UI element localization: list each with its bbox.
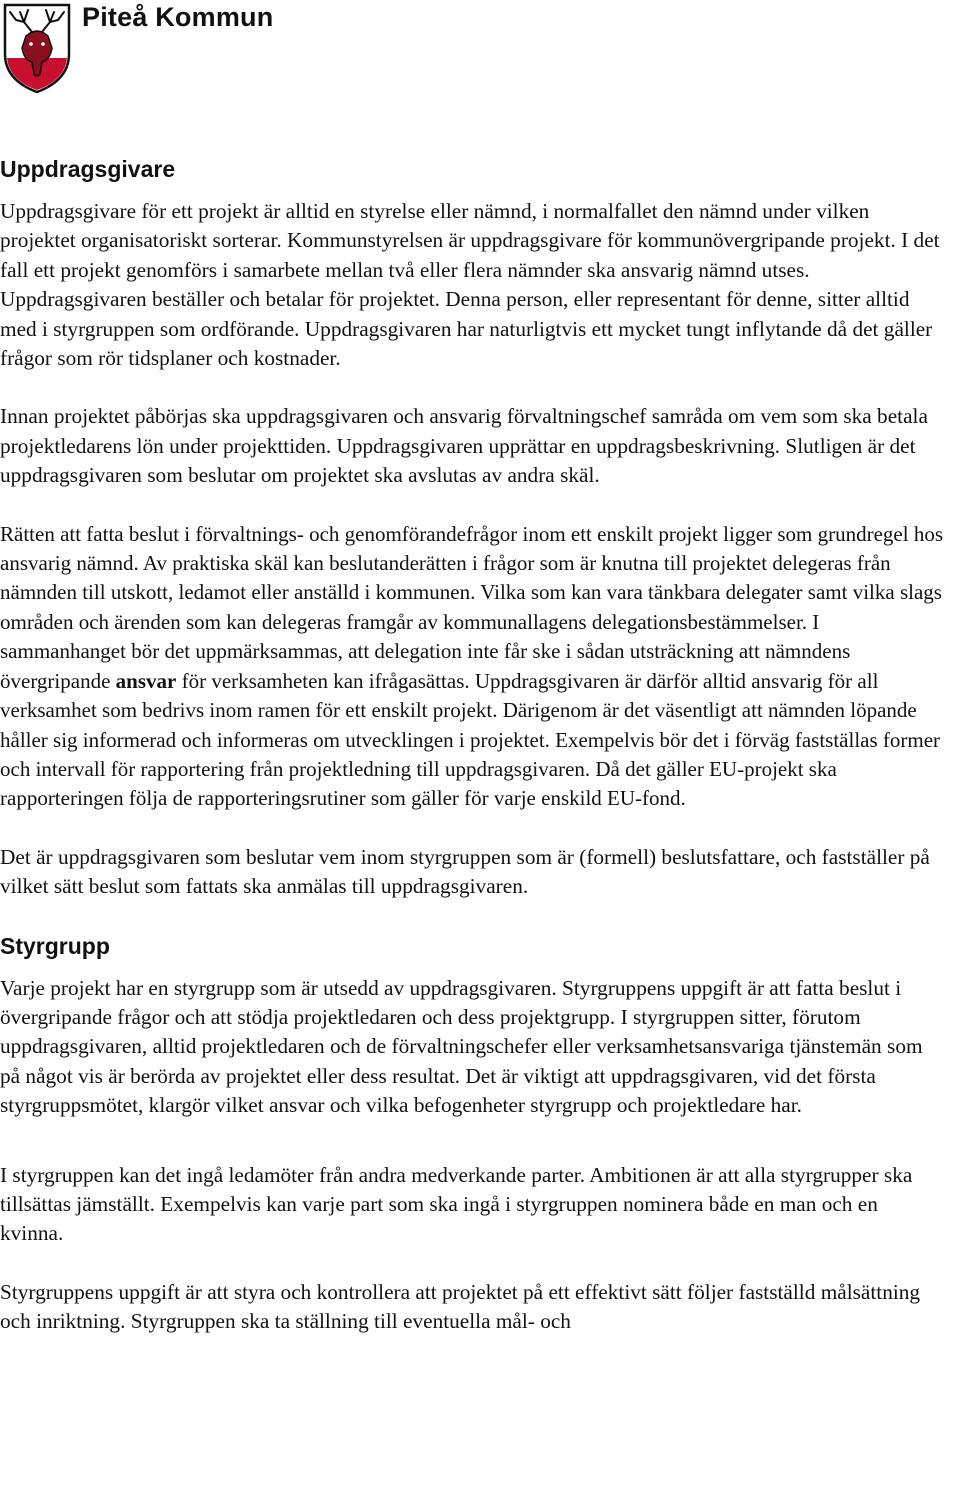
paragraph: Det är uppdragsgivaren som beslutar vem inom styrgruppen som är (formell) beslutsfattare, och fastställer på vilket sätt beslut som fattats ska anmälas till uppdragsgivaren. — [0, 844, 930, 899]
document-body — [0, 154, 946, 1337]
paragraph: Varje projekt har en styrgrupp som är utsedd av uppdragsgivaren. Styrgruppens uppgift är att fatta beslut i övergripande frågor och att stödja projektledaren och dess projektgrupp. I styrgruppen sitter, förutom uppdragsgivaren, alltid projektledaren och de förvaltningschefer eller verksamhetsansvariga tjänstemän som på något vis är berörda av projektet eller dess resultat. Det är viktigt att uppdragsgivaren, vid det första styrgruppsmötet, klargör vilket ansvar och vilka befogenheter styrgrupp och projektledare har. — [0, 975, 923, 1118]
reindeer-crest-icon — [2, 2, 72, 94]
paragraph — [0, 520, 946, 814]
org-name: Piteå Kommun — [82, 2, 274, 32]
section-heading-styrgrupp: Styrgrupp — [0, 932, 110, 959]
paragraph: Uppdragsgivare för ett projekt är alltid en styrelse eller nämnd, i normalfallet den nämnd under vilken projektet organisatoriskt sorterar. Kommunstyrelsen är uppdragsgivare för kommunövergripande projekt. I det fall ett projekt genomförs i samarbete mellan två eller flera nämnder ska ansvarig nämnd utses. Uppdragsgivaren beställer och betalar för projektet. Denna person, eller representant för denne, sitter alltid med i styrgruppen som ordförande. Uppdragsgivaren har naturligtvis ett mycket tungt inflytande då det gäller frågor som rör tidsplaner och kostnader. — [0, 199, 940, 371]
paragraph-text: för verksamheten kan ifrågasättas. Uppdragsgivaren är därför alltid ansvarig för all verksamhet som bedrivs inom ramen för ett enskilt projekt. Därigenom är det väsentligt att nämnden löpande håller sig informerad och informeras om utvecklingen i projektet. Exempelvis bör det i förväg fastställas former och intervall för rapportering från projektledning till uppdragsgivaren. Då det gäller EU-projekt ska rapporteringen följa de rapporteringsrutiner som gäller för varje enskild EU-fond. — [0, 668, 941, 811]
paragraph-text: Rätten att fatta beslut i förvaltnings- och genomförandefrågor inom ett enskilt projekt ligger som grundregel hos ansvarig nämnd. Av praktiska skäl kan beslutanderätten i frågor som är knutna till projektet delegeras från nämnden till utskott, ledamot eller anställd i kommunen. Vilka som kan vara tänkbara delegater samt vilka slags områden och ärenden som kan delegeras framgår av kommunallagens delegationsbestämmelser. I sammanhanget bör det uppmärksammas, att delegation inte får ske i sådan utsträckning att nämndens övergripande — [0, 521, 944, 693]
page-header — [0, 0, 960, 100]
section-heading-uppdragsgivare: Uppdragsgivare — [0, 156, 176, 182]
paragraph: Innan projektet påbörjas ska uppdragsgivaren och ansvarig förvaltningschef samråda om vem som ska betala projektledarens lön under projekttiden. Uppdragsgivaren upprättar en uppdragsbeskrivning. Slutligen är det uppdragsgivaren som beslutar om projektet ska avslutas av andra skäl. — [0, 404, 928, 488]
bold-term: ansvar — [115, 668, 177, 693]
paragraph: Styrgruppens uppgift är att styra och kontrollera att projektet på ett effektivt sätt följer fastställd målsättning och inriktning. Styrgruppen ska ta ställning till eventuella mål- och — [0, 1279, 921, 1334]
paragraph: I styrgruppen kan det ingå ledamöter från andra medverkande parter. Ambitionen är att alla styrgrupper ska tillsättas jämställt. Exempelvis kan varje part som ska ingå i styrgruppen nominera både en man och en kvinna. — [0, 1162, 913, 1246]
